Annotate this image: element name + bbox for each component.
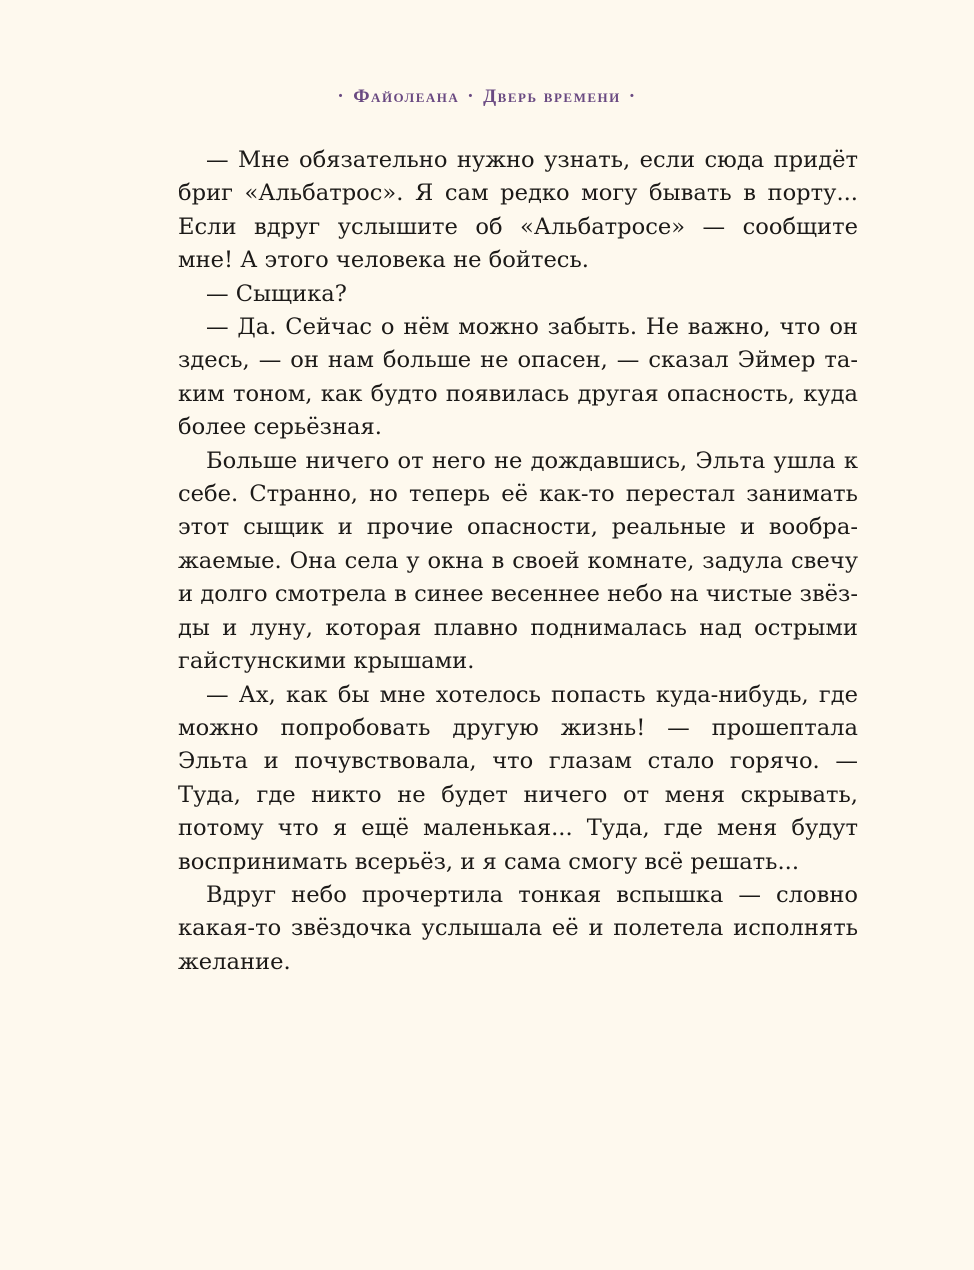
header-separator-right: ·: [628, 86, 637, 107]
header-separator-left: ·: [337, 86, 346, 107]
running-head: [0, 86, 974, 108]
paragraph: Вдруг небо прочертила тонкая вспышка — словно какая-то звёздочка услышала её и полетела исполнять желание.: [178, 881, 858, 975]
paragraph: — Мне обязательно нужно узнать, если сюда придёт бриг «Альбатрос». Я сам редко могу бывать в порту... Если вдруг услышите об «Альбатросе» — сообщите мне! А этого человека не бойтесь.: [178, 147, 858, 274]
paragraph: — Да. Сейчас о нём можно забыть. Не важно, что он здесь, — он нам больше не опасен, — сказал Эймер таким тоном, как будто появилась другая опасность, куда более серьёзная.: [178, 314, 858, 441]
paragraph: Больше ничего от него не дождавшись, Эльта ушла к себе. Странно, но теперь её как-то перестал занимать этот сыщик и прочие опасности, реальные и воображаемые. Она села у окна в своей комнате, задула свечу и долго смотрела в синее весеннее небо на чистые звёзды и луну, которая плавно поднималась над острыми гайстунскими крышами.: [178, 447, 858, 675]
header-separator-middle: ·: [467, 86, 476, 107]
book-series: Файолеана: [353, 86, 460, 107]
book-title: Дверь времени: [483, 86, 621, 107]
body-text: [178, 144, 858, 979]
paragraph: — Ах, как бы мне хотелось попасть куда-нибудь, где можно попробовать другую жизнь! — прошептала Эльта и почувствовала, что глазам стало горячо. — Туда, где никто не будет ничего от меня скрывать, потому что я ещё маленькая... Туда, где меня будут воспринимать всерьёз, и я сама смогу всё решать...: [178, 681, 858, 875]
paragraph: — Сыщика?: [206, 280, 347, 307]
